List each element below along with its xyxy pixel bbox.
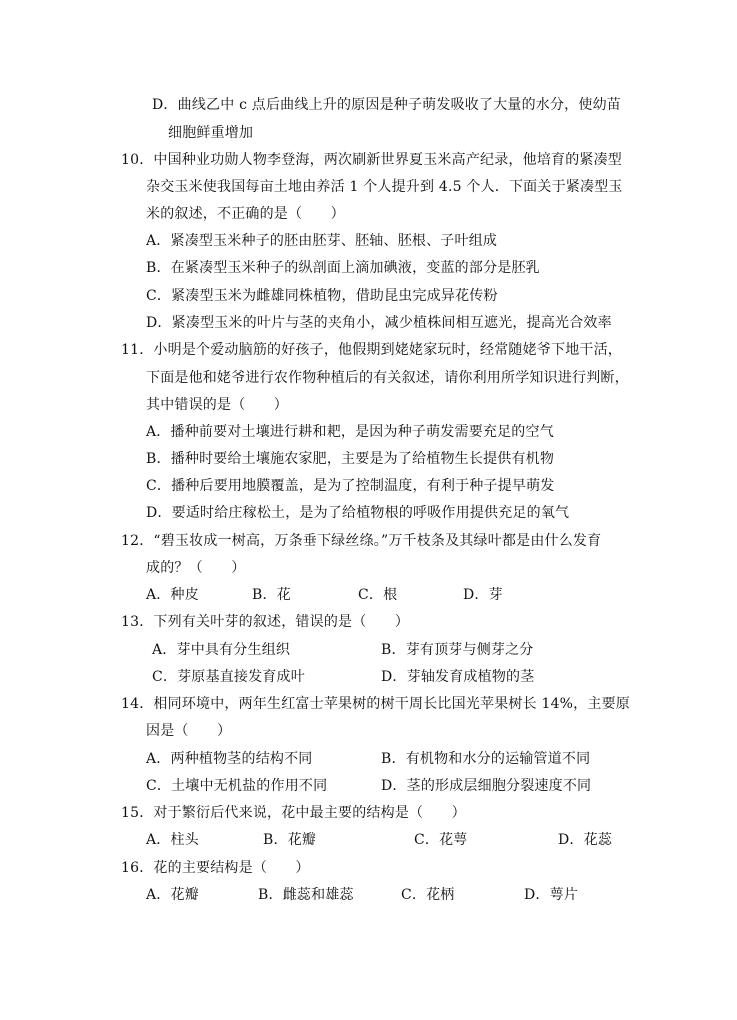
q10-option-b: B．在紧凑型玉米种子的纵剖面上滴加碘液，变蓝的部分是胚乳: [146, 260, 540, 276]
q11-option-c: C．播种后要用地膜覆盖，是为了控制温度，有利于种子提早萌发: [146, 478, 555, 494]
q15-option-b: B．花瓣: [263, 832, 317, 848]
q12-option-c: C．根: [358, 587, 398, 603]
q13-option-b: B．芽有顶芽与侧芽之分: [381, 642, 534, 658]
q16-option-c: C．花柄: [401, 887, 455, 903]
q15-option-d: D．花蕊: [558, 832, 613, 848]
q10-option-a: A．紧凑型玉米种子的胚由胚芽、胚轴、胚根、子叶组成: [146, 233, 498, 249]
q11-option-d: D．要适时给庄稼松土，是为了给植物根的呼吸作用提供充足的氧气: [146, 505, 570, 521]
q14-option-d: D．茎的形成层细胞分裂速度不同: [381, 778, 592, 794]
q11-stem-line3: 其中错误的是（ ）: [146, 397, 288, 413]
q12-option-b: B．花: [252, 587, 291, 603]
q16-option-d: D．萼片: [524, 887, 579, 903]
q11-option-b: B．播种时要给土壤施农家肥，主要是为了给植物生长提供有机物: [146, 451, 555, 467]
q9-option-d-line1: D．曲线乙中 c 点后曲线上升的原因是种子萌发吸收了大量的水分，使幼苗: [152, 97, 621, 113]
q16-stem: 16．花的主要结构是（ ）: [121, 860, 310, 876]
q14-stem-line1: 14．相同环境中，两年生红富士苹果树的树干周长比国光苹果树长 14%，主要原: [121, 696, 630, 712]
q12-stem-line2: 成的？（ ）: [146, 560, 246, 576]
q12-stem-line1: 12．“碧玉妆成一树高，万条垂下绿丝绦。”万千枝条及其绿叶都是由什么发育: [121, 533, 602, 549]
q13-option-c: C．芽原基直接发育成叶: [152, 669, 305, 685]
q13-stem: 13．下列有关叶芽的叙述，错误的是（ ）: [121, 614, 410, 630]
q10-stem-line2: 杂交玉米使我国每亩土地由养活 1 个人提升到 4.5 个人．下面关于紧凑型玉: [146, 179, 623, 195]
q9-option-d-line2: 细胞鲜重增加: [168, 125, 254, 141]
q15-option-a: A．柱头: [146, 832, 199, 848]
q10-option-c: C．紧凑型玉米为雌雄同株植物，借助昆虫完成异花传粉: [146, 288, 498, 304]
q14-option-a: A．两种植物茎的结构不同: [146, 751, 313, 767]
q10-stem-line3: 米的叙述，不正确的是（ ）: [146, 206, 345, 222]
q13-option-a: A．芽中具有分生组织: [152, 642, 291, 658]
q14-option-b: B．有机物和水分的运输管道不同: [381, 751, 591, 767]
q16-option-b: B．雌蕊和雄蕊: [258, 887, 354, 903]
q11-option-a: A．播种前要对土壤进行耕和耙，是因为种子萌发需要充足的空气: [146, 424, 554, 440]
q15-option-c: C．花萼: [414, 832, 468, 848]
q14-stem-line2: 因是（ ）: [146, 723, 232, 739]
q10-option-d: D．紧凑型玉米的叶片与茎的夹角小，减少植株间相互遮光，提高光合效率: [146, 315, 612, 331]
q13-option-d: D．芽轴发育成植物的茎: [381, 669, 535, 685]
q11-stem-line1: 11．小明是个爱动脑筋的好孩子，他假期到姥姥家玩时，经常随姥爷下地干活，: [121, 342, 623, 358]
q10-stem-line1: 10．中国种业功勋人物李登海，两次刷新世界夏玉米高产纪录，他培育的紧凑型: [121, 152, 623, 168]
q12-option-a: A．种皮: [146, 587, 199, 603]
q16-option-a: A．花瓣: [146, 887, 199, 903]
q11-stem-line2: 下面是他和姥爷进行农作物种植后的有关叙述，请你利用所学知识进行判断，: [146, 370, 629, 386]
q12-option-d: D．芽: [463, 587, 503, 603]
q14-option-c: C．土壤中无机盐的作用不同: [146, 778, 328, 794]
q15-stem: 15．对于繁衍后代来说，花中最主要的结构是（ ）: [121, 805, 466, 821]
